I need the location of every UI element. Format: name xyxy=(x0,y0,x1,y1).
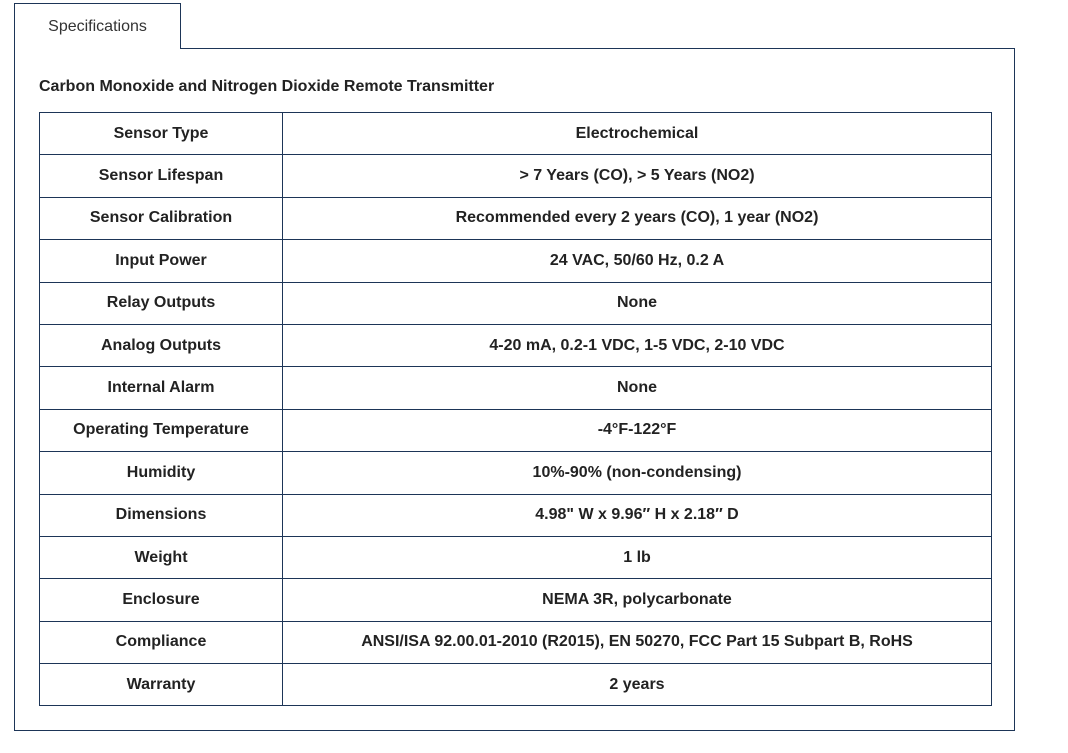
table-row xyxy=(40,452,992,494)
table-row xyxy=(40,282,992,324)
spec-label: Input Power xyxy=(40,240,283,282)
spec-value: 4.98" W x 9.96″ H x 2.18″ D xyxy=(283,494,992,536)
specifications-panel xyxy=(14,48,1015,731)
table-row xyxy=(40,494,992,536)
spec-value: -4°F-122°F xyxy=(283,409,992,451)
table-row xyxy=(40,240,992,282)
spec-value: ANSI/ISA 92.00.01-2010 (R2015), EN 50270, FCC Part 15 Subpart B, RoHS xyxy=(283,621,992,663)
spec-label: Sensor Type xyxy=(40,113,283,155)
table-row xyxy=(40,579,992,621)
table-row xyxy=(40,113,992,155)
spec-value: 4-20 mA, 0.2-1 VDC, 1-5 VDC, 2-10 VDC xyxy=(283,324,992,366)
table-row xyxy=(40,324,992,366)
spec-label: Sensor Lifespan xyxy=(40,155,283,197)
spec-value: None xyxy=(283,282,992,324)
table-row xyxy=(40,155,992,197)
spec-label: Sensor Calibration xyxy=(40,197,283,239)
spec-value: None xyxy=(283,367,992,409)
table-row xyxy=(40,367,992,409)
spec-value: Electrochemical xyxy=(283,113,992,155)
spec-value: 24 VAC, 50/60 Hz, 0.2 A xyxy=(283,240,992,282)
spec-label: Analog Outputs xyxy=(40,324,283,366)
spec-value: Recommended every 2 years (CO), 1 year (NO2) xyxy=(283,197,992,239)
spec-label: Relay Outputs xyxy=(40,282,283,324)
spec-label: Internal Alarm xyxy=(40,367,283,409)
spec-value: 1 lb xyxy=(283,536,992,578)
spec-label: Dimensions xyxy=(40,494,283,536)
spec-value: NEMA 3R, polycarbonate xyxy=(283,579,992,621)
spec-value: 2 years xyxy=(283,664,992,706)
spec-label: Enclosure xyxy=(40,579,283,621)
table-row xyxy=(40,536,992,578)
tab-specifications[interactable]: Specifications xyxy=(14,3,181,49)
spec-label: Warranty xyxy=(40,664,283,706)
table-row xyxy=(40,664,992,706)
spec-value: > 7 Years (CO), > 5 Years (NO2) xyxy=(283,155,992,197)
table-row xyxy=(40,197,992,239)
spec-value: 10%-90% (non-condensing) xyxy=(283,452,992,494)
panel-title: Carbon Monoxide and Nitrogen Dioxide Remote Transmitter xyxy=(39,78,495,95)
table-row xyxy=(40,409,992,451)
spec-label: Operating Temperature xyxy=(40,409,283,451)
spec-label: Humidity xyxy=(40,452,283,494)
table-row xyxy=(40,621,992,663)
spec-label: Compliance xyxy=(40,621,283,663)
spec-label: Weight xyxy=(40,536,283,578)
specifications-table xyxy=(39,112,992,706)
